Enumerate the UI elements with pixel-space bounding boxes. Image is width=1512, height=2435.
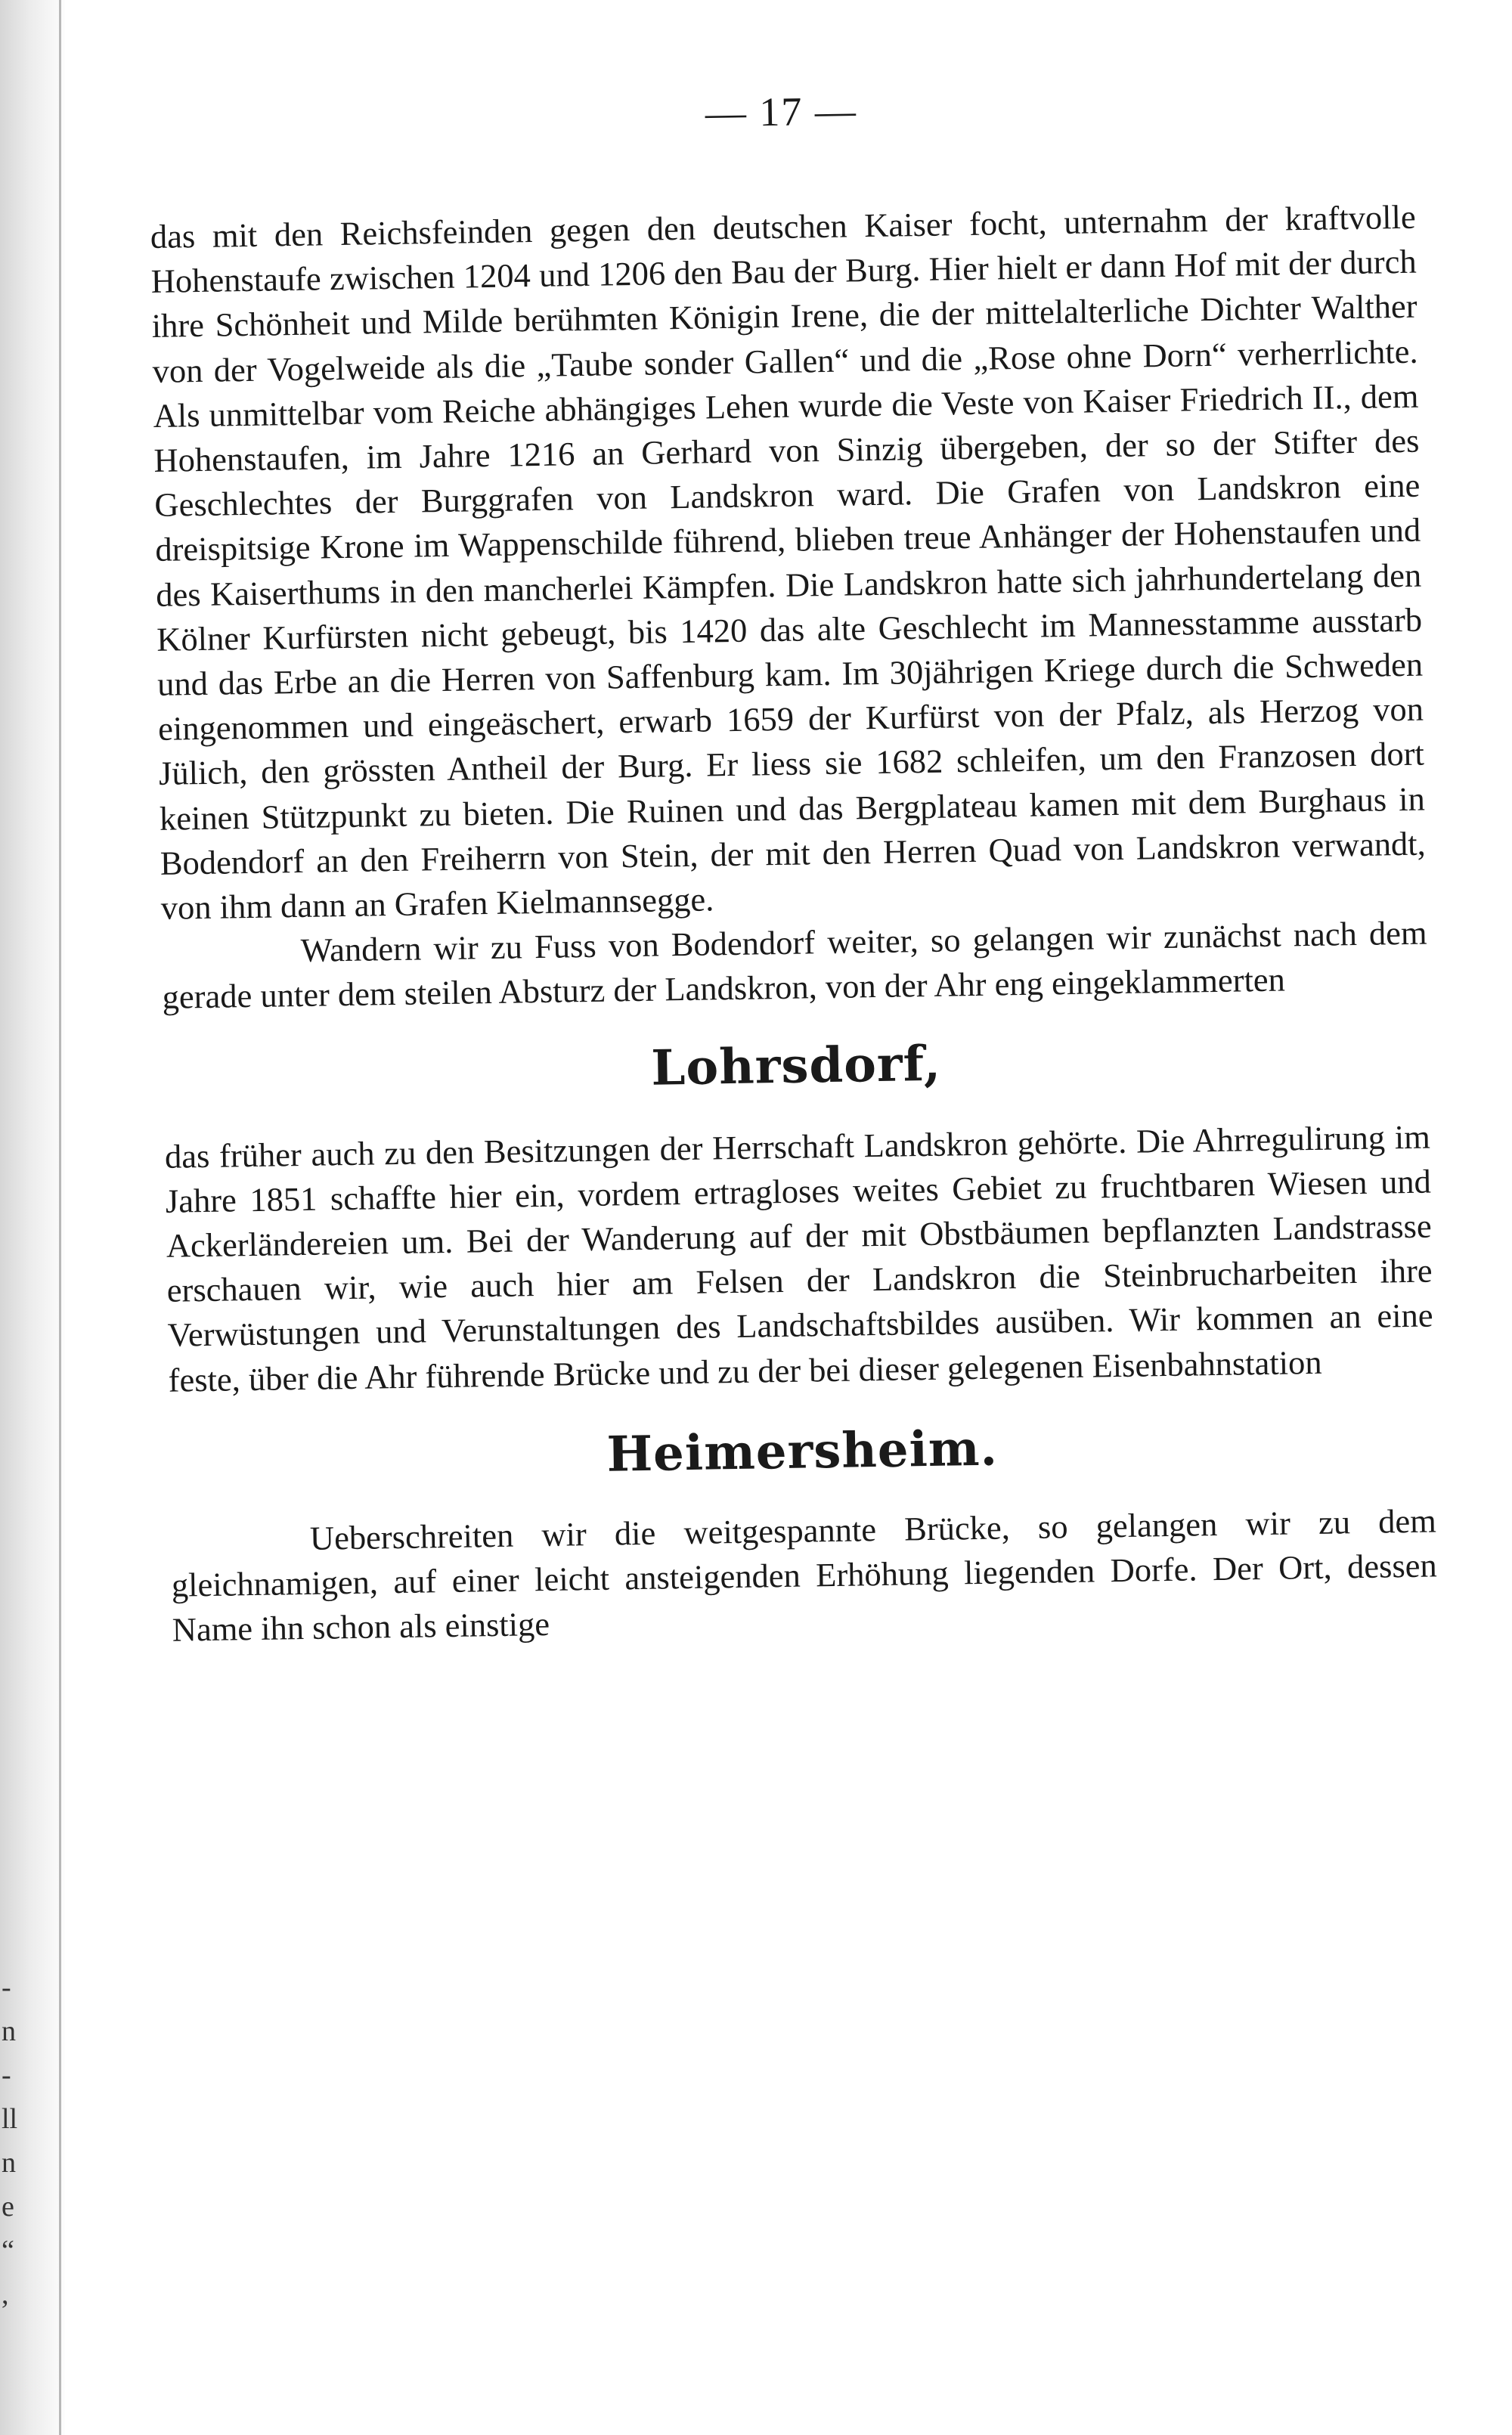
paragraph-walk: Wandern wir zu Fuss von Bodendorf weiter, so gelangen wir zunächst nach dem gerade unter dem steilen Absturz der Landskron, von der Ahr eng eingeklammerten bbox=[162, 913, 1427, 1017]
heading-heimersheim: Heimersheim. bbox=[606, 1420, 999, 1483]
book-page bbox=[148, 79, 1438, 1653]
section-lohrsdorf bbox=[165, 1114, 1434, 1402]
paragraph-heimersheim: Ueberschreiten wir die weitgespannte Brücke, so gelangen wir zu dem gleichnamigen, auf einer leicht ansteigenden Erhöhung liegenden Dorfe. Der Ort, dessen Name ihn schon als einstige bbox=[171, 1501, 1438, 1650]
binding-line bbox=[59, 0, 61, 2435]
section-heimersheim bbox=[171, 1498, 1439, 1653]
page-number: — 17 — bbox=[705, 88, 858, 136]
heading-lohrsdorf: Lohrsdorf, bbox=[650, 1035, 942, 1097]
paragraph-lohrsdorf: das früher auch zu den Besitzungen der Herrschaft Landskron gehörte. Die Ahrregulirung im Jahre 1851 schaffte hier ein, vordem ertragloses weites Gebiet zu fruchtbaren Wiesen und Ackerländereien um. Bei der Wanderung auf der mit Obstbäumen bepflanzten Landstrasse erschauen wir, wie auch hier am Felsen der Landskron die Steinbrucharbeiten ihre Verwüstungen und Verunstaltungen des Landschaftsbildes ausüben. Wir kommen an eine feste, über die Ahr führende Brücke und zu der bei dieser gelegenen Eisenbahnstation bbox=[164, 1117, 1433, 1399]
paragraph-history: das mit den Reichsfeinden gegen den deutschen Kaiser focht, unternahm der kraftvolle Hohenstaufe zwischen 1204 und 1206 den Bau der Burg. Hier hielt er dann Hof mit der durch ihre Schönheit und Milde berühmten Königin Irene, die der mittelalterliche Dichter Walther von der Vogelweide als die „Taube sonder Gallen“ und die „Rose ohne Dorn“ verherrlichte. Als unmittelbar vom Reiche abhängiges Lehen wurde die Veste von Kaiser Friedrich II., dem Hohenstaufen, im Jahre 1216 an Gerhard von Sinzig übergeben, der so der Stifter des Geschlechtes der Burggrafen von Landskron ward. Die Grafen von Landskron eine dreispitsige Krone im Wappenschilde führend, blieben treue Anhänger der Hohenstaufen und des Kaiserthums in den mancherlei Kämpfen. Die Landskron hatte sich jahrhundertelang den Kölner Kurfürsten nicht gebeugt, bis 1420 das alte Geschlecht im Mannesstamme ausstarb und das Erbe an die Herren von Saffenburg kam. Im 30jährigen Kriege durch die Schweden eingenommen und eingeäschert, erwarb 1659 der Kurfürst von der Pfalz, als Herzog von Jülich, den grössten Antheil der Burg. Er liess sie 1682 schleifen, um den Franzosen dort keinen Stützpunkt zu bieten. Die Ruinen und das Bergplateau kamen mit dem Burghaus in Bodendorf an den Freiherrn von Stein, der mit den Herren Quad von Landskron verwandt, von ihm dann an Grafen Kielmannsegge. bbox=[150, 197, 1427, 927]
section-text bbox=[150, 195, 1428, 1021]
adjacent-page-fragments: - n - ll n e “ , bbox=[2, 1972, 18, 2310]
